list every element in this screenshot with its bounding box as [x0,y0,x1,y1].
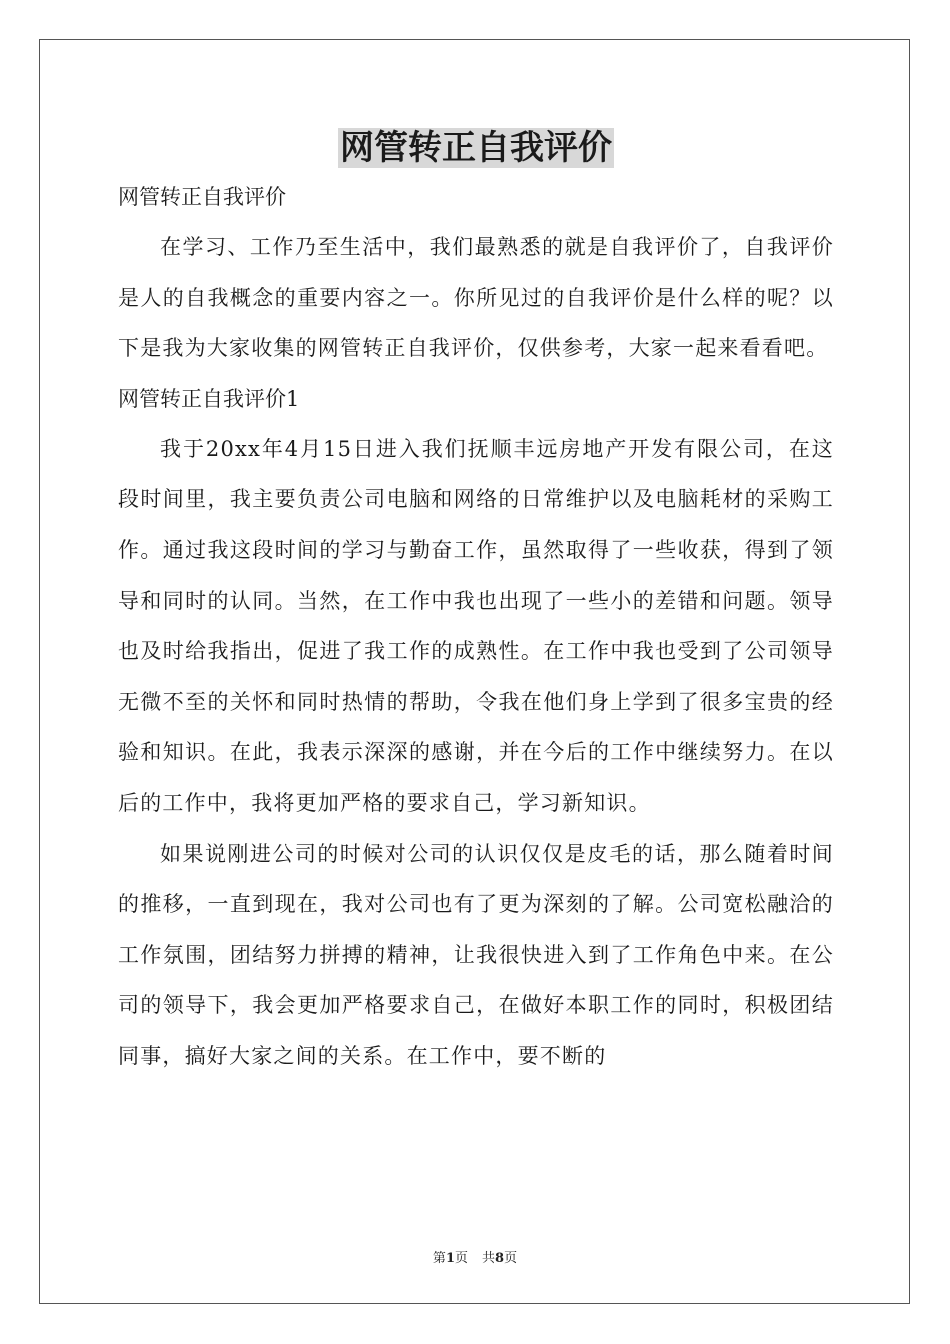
page-footer [0,1247,950,1266]
document-title [118,124,834,172]
document-title-text: 网管转正自我评价 [340,128,612,168]
page-prefix: 第 [432,1251,446,1266]
document-body [118,124,834,1082]
page-total: 8 [495,1251,505,1266]
page-current: 1 [445,1251,455,1266]
total-suffix: 页 [504,1251,518,1266]
document-subtitle: 网管转正自我评价 [118,185,286,209]
total-prefix: 共 [482,1251,496,1266]
body-paragraph-2: 如果说刚进公司的时候对公司的认识仅仅是皮毛的话，那么随着时间的推移，一直到现在，我对公司也有了更为深刻的了解。公司宽松融洽的工作氛围，团结努力拼搏的精神，让我很快进入到了工作角色中来。在公司的领导下，我会更加严格要求自己，在做好本职工作的同时，积极团结同事，搞好大家之间的关系。在工作中，要不断的 [118,841,834,1068]
body-paragraph-1: 我于20xx年4月15日进入我们抚顺丰远房地产开发有限公司，在这段时间里，我主要负责公司电脑和网络的日常维护以及电脑耗材的采购工作。通过我这段时间的学习与勤奋工作，虽然取得了一些收获，得到了领导和同时的认同。当然，在工作中我也出现了一些小的差错和问题。领导也及时给我指出，促进了我工作的成熟性。在工作中我也受到了公司领导无微不至的关怀和同时热情的帮助，令我在他们身上学到了很多宝贵的经验和知识。在此，我表示深深的感谢，并在今后的工作中继续努力。在以后的工作中，我将更加严格的要求自己，学习新知识。 [118,436,834,815]
section-heading: 网管转正自我评价1 [118,386,300,411]
intro-paragraph: 在学习、工作乃至生活中，我们最熟悉的就是自我评价了，自我评价是人的自我概念的重要内容之一。你所见过的自我评价是什么样的呢？以下是我为大家收集的网管转正自我评价，仅供参考，大家一起来看看吧。 [118,235,834,361]
page-suffix: 页 [454,1251,468,1266]
